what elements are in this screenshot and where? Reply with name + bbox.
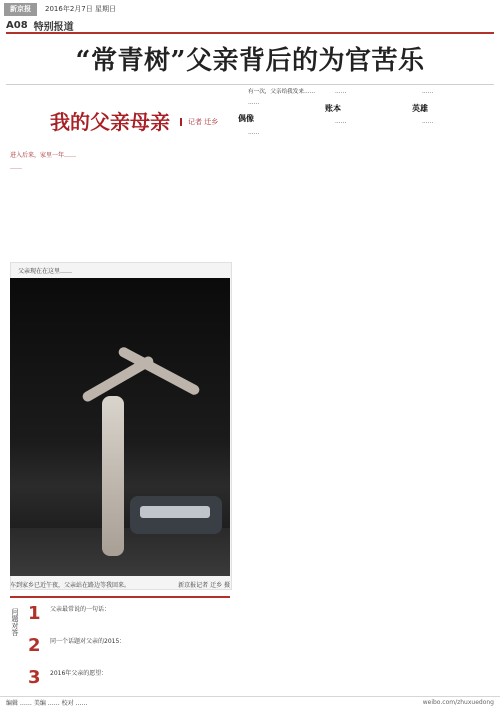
date: 2016年2月7日 (45, 4, 93, 13)
photo-tree (102, 396, 124, 556)
masthead (0, 0, 500, 18)
footer (0, 696, 500, 708)
subheading: 英雄 (412, 103, 428, 113)
paragraph: …… (422, 89, 434, 95)
qa-box (10, 596, 230, 698)
weekday: 星期日 (94, 4, 116, 13)
paragraph: …… (248, 129, 260, 136)
qa-item (28, 635, 230, 656)
article-column-3 (412, 88, 494, 700)
subheading: 账本 (325, 103, 341, 113)
headline: “常青树”父亲背后的为官苦乐 (75, 46, 425, 76)
intro (10, 152, 230, 252)
column-logo-sub: 记者 迁乡 (180, 118, 218, 126)
qa-item (28, 603, 230, 624)
photo-caption-top: 父亲现在在这里…… (18, 268, 73, 275)
footer-credits: 编辑 …… 美编 …… 校对 …… (6, 700, 88, 707)
qa-number: 3 (28, 667, 41, 688)
photo-car (130, 496, 222, 534)
paper-name: 新京报 (4, 3, 37, 16)
qa-text: 父亲最常说的一句话： (50, 606, 111, 613)
section-header (6, 18, 494, 34)
article-column-2 (325, 88, 407, 700)
qa-number: 1 (28, 603, 41, 624)
paragraph: …… (335, 89, 347, 95)
section-code: A08 (6, 19, 28, 31)
paragraph: 有一次，父亲给我发来…… (248, 89, 316, 95)
paragraph: …… (422, 119, 434, 126)
qa-item (28, 667, 230, 688)
headline-divider (6, 84, 494, 85)
intro-paragraph: 进入后来，家里一年…… (10, 152, 77, 159)
intro-paragraph: …… (10, 163, 22, 171)
subheading: 偶像 (238, 114, 254, 124)
column-logo-main: 我的父亲母亲 (50, 110, 170, 134)
photo-caption-bottom: 车到家乡已近午夜，父亲站在路边等我回来。 (10, 581, 131, 589)
qa-text: 同一个话题对父亲的2015： (50, 638, 126, 645)
article-body (238, 88, 494, 700)
photo (10, 278, 230, 576)
footer-watermark: weibo.com/zhuxuedong (422, 699, 494, 706)
photo-caption (10, 578, 230, 590)
qa-number: 2 (28, 635, 41, 656)
section-name: 特别报道 (33, 21, 74, 33)
qa-text: 2016年父亲的愿望： (50, 670, 108, 677)
qa-box-title: 问题对答 (11, 608, 19, 636)
issue-date (45, 6, 116, 13)
photo-credit: 新京报记者 迁乡 摄 (178, 581, 230, 589)
paragraph: …… (248, 99, 260, 106)
column-logo (50, 96, 240, 148)
article-column-1 (238, 88, 320, 700)
paragraph: …… (335, 119, 347, 126)
